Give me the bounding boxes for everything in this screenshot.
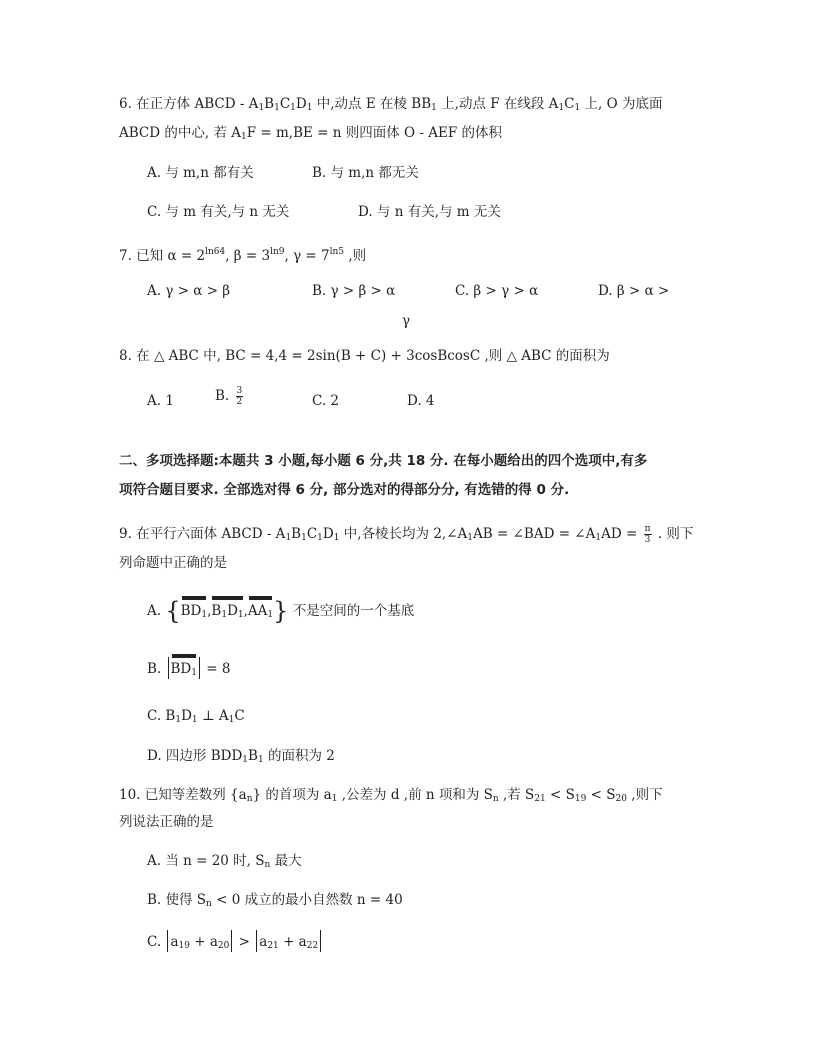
q9-pi-over-3: $\frac{\pi}{3}$	[644, 524, 651, 545]
q7-stem: 7. 已知 $\alpha = 2^{ln64}$, $\beta = 3^{ln9}$, $\gamma = 7^{ln5}$ ,则	[119, 247, 367, 264]
q9-option-a: A. $\{BD_1,B_1D_1,AA_1\}$ 不是空间的一个基底	[147, 597, 415, 625]
q8-option-c: C. 2	[312, 393, 340, 409]
section2-header-line2: 项符合题目要求. 全部选对得 6 分, 部分选对的得部分分, 有选错的得 0 分.	[119, 482, 570, 498]
abs-bar-right-2	[320, 930, 321, 952]
q7-option-d: D. β > α >	[598, 283, 670, 299]
abs-bar-right	[231, 930, 232, 952]
q8-option-d: D. 4	[407, 393, 435, 409]
vector-bd1-magnitude: $BD_1$	[171, 654, 197, 682]
q6-stem-line2: ABCD 的中心, 若 $A_1F = m,BE = n$ 则四面体 O - AEF 的体积	[119, 125, 503, 142]
q10-option-b: B. 使得 $S_n < 0$ 成立的最小自然数 n = 40	[147, 892, 403, 909]
q6-option-d: D. 与 n 有关,与 m 无关	[358, 204, 501, 220]
left-brace: {	[165, 597, 181, 625]
q6-option-c: C. 与 m 有关,与 n 无关	[147, 204, 290, 220]
vector-b1d1: $B_1D_1$	[211, 596, 243, 624]
q6-option-a: A. 与 m,n 都有关	[147, 165, 254, 181]
section2-header-line1: 二、多项选择题:本题共 3 小题,每小题 6 分,共 18 分. 在每小题给出的四个选项中,有多	[119, 453, 648, 469]
q9-option-c: C. $B_1D_1$ ⊥ $A_1C$	[147, 708, 245, 725]
q9-option-b: B. $BD_1 = 8$	[147, 654, 231, 682]
abs-bar-right	[199, 657, 200, 679]
q9-stem-line2: 列命题中正确的是	[119, 555, 227, 571]
q7-option-c: C. β > γ > α	[455, 283, 539, 299]
abs-bar-left-2	[256, 930, 257, 952]
q8-option-a: A. 1	[147, 393, 174, 409]
vector-aa1: $AA_1$	[248, 596, 273, 624]
abs-bar-left	[167, 930, 168, 952]
q7-option-b: B. γ > β > α	[312, 283, 396, 299]
q10-stem-line2: 列说法正确的是	[119, 814, 214, 830]
right-brace: }	[273, 597, 289, 625]
q7-option-a: A. γ > α > β	[147, 283, 231, 299]
vector-bd1: $BD_1$	[181, 596, 207, 624]
q8-option-b-fraction: $\frac{3}{2}$	[236, 386, 243, 407]
q9-stem-line1: 9. 在平行六面体 ABCD - $A_1B_1C_1D_1$ 中,各棱长均为 $2,\angle A_1AB$ = ∠BAD = $\angle A_1AD$ = $\frac{\pi}{3}$ . 则下	[119, 524, 694, 545]
q8-stem: 8. 在 △ ABC 中, BC = 4,4 = 2sin(B + C) + 3cosBcosC ,则 △ ABC 的面积为	[119, 348, 610, 364]
q9-option-d: D. 四边形 $BDD_1B_1$ 的面积为 2	[147, 748, 335, 765]
q10-option-c: C. $a_{19} + a_{20} > a_{21} + a_{22}$	[147, 930, 323, 955]
q6-stem-line1: 6. 在正方体 ABCD - $A_1B_1C_1D_1$ 中,动点 E 在棱 $BB_1$ 上,动点 F 在线段 $A_1C_1$ 上, O 为底面	[119, 96, 663, 113]
q8-option-b: B. $\frac{3}{2}$	[215, 386, 243, 407]
abs-bar-left	[168, 657, 169, 679]
q7-option-d-wrap: γ	[402, 313, 411, 329]
q10-stem-line1: 10. 已知等差数列 $\{a_n\}$ 的首项为 $a_1$ ,公差为 d ,前 n 项和为 $S_n$ ,若 $S_{21} < S_{19} < S_{20}$ ,则下	[119, 787, 663, 804]
q10-option-a: A. 当 n = 20 时, $S_n$ 最大	[147, 853, 302, 870]
q6-option-b: B. 与 m,n 都无关	[312, 165, 419, 181]
